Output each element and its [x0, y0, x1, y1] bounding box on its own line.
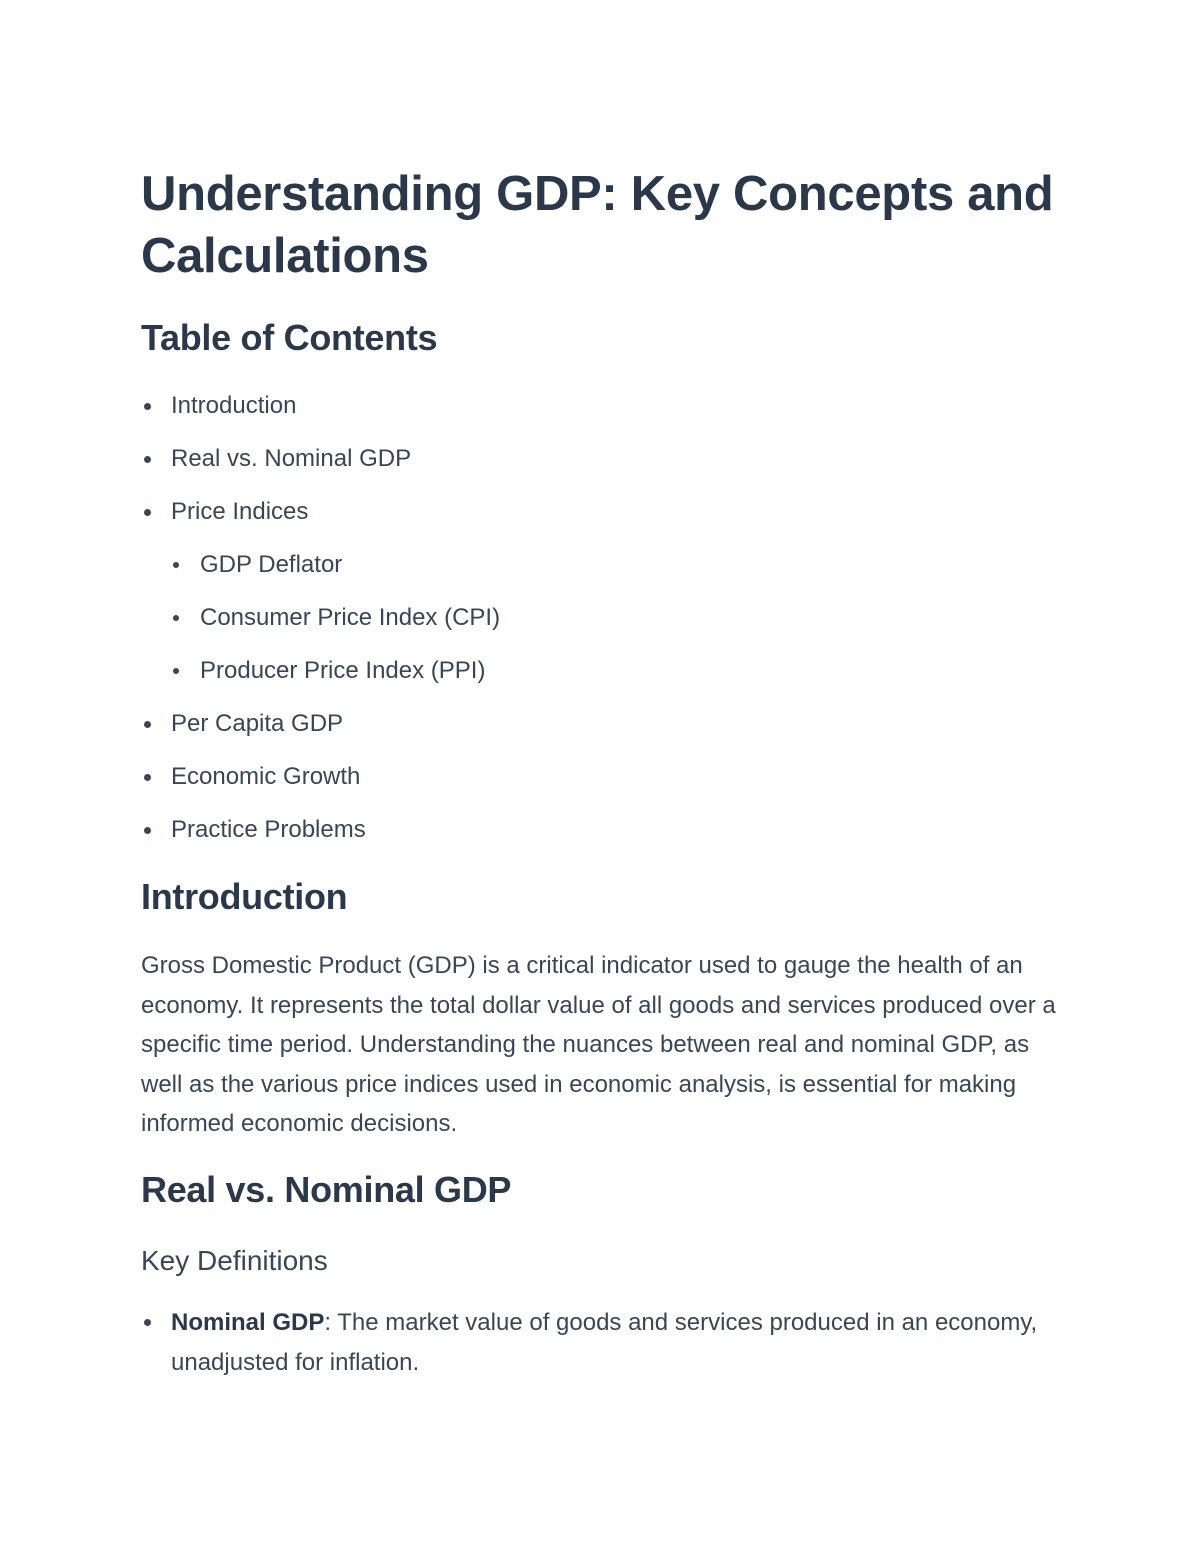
toc-item-label: Economic Growth [171, 763, 361, 790]
definition-text [171, 1303, 1066, 1382]
bullet-icon [144, 403, 151, 410]
bullet-icon [173, 615, 179, 621]
bullet-icon [144, 827, 151, 834]
toc-item-label: GDP Deflator [200, 551, 343, 578]
bullet-icon [173, 562, 179, 568]
key-definitions-heading: Key Definitions [141, 1245, 328, 1276]
toc-item-label: Producer Price Index (PPI) [200, 657, 486, 684]
document-title: Understanding GDP: Key Concepts and Calculations [141, 167, 1054, 283]
toc-heading: Table of Contents [141, 317, 438, 358]
bullet-icon [144, 1319, 151, 1326]
definition-term: Nominal GDP [171, 1309, 325, 1336]
bullet-icon [173, 668, 179, 674]
bullet-icon [144, 774, 151, 781]
definition-description: : The market value of goods and services produced in an economy, unadjusted for inflation. [171, 1309, 1038, 1376]
real-vs-nominal-heading: Real vs. Nominal GDP [141, 1169, 512, 1210]
toc-item-label: Introduction [171, 392, 297, 419]
introduction-paragraph: Gross Domestic Product (GDP) is a critical indicator used to gauge the health of an economy. It represents the total dollar value of all goods and services produced over a specific time period. Understanding the nuances between real and nominal GDP, as well as the various price indices used in economic analysis, is essential for making informed economic decisions. [141, 952, 1056, 1137]
bullet-icon [144, 456, 151, 463]
bullet-icon [144, 721, 151, 728]
toc-item-label: Practice Problems [171, 816, 366, 843]
toc-item-label: Real vs. Nominal GDP [171, 445, 412, 472]
toc-item-label: Per Capita GDP [171, 710, 344, 737]
toc-item-label: Price Indices [171, 498, 309, 525]
introduction-heading: Introduction [141, 876, 348, 917]
bullet-icon [144, 509, 151, 516]
toc-item-label: Consumer Price Index (CPI) [200, 604, 501, 631]
